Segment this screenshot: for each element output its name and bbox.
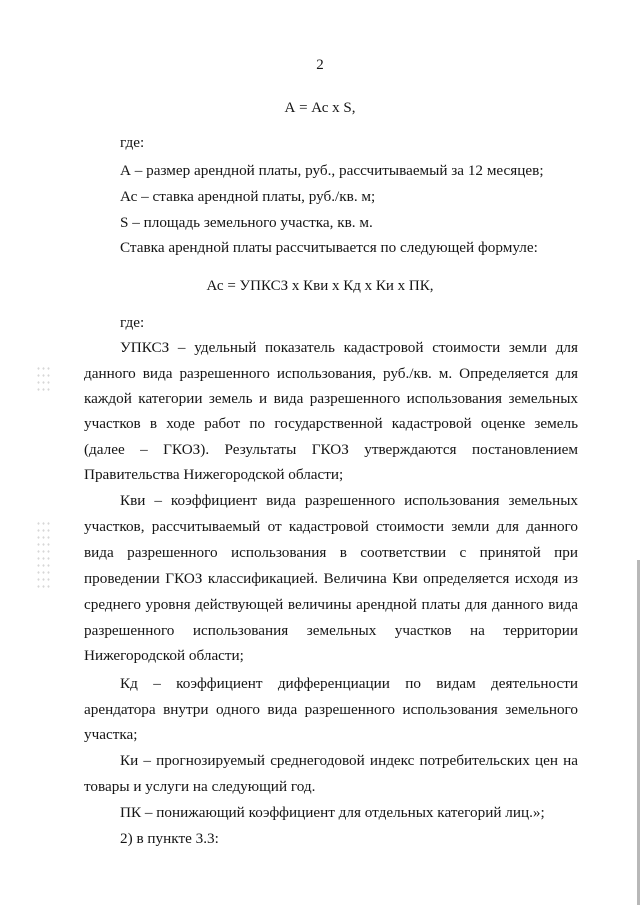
formula-rent: А = Ас х S,: [284, 100, 356, 116]
paragraph-upksz-line: участков в ходе работ по государственной кадастровой оценке земель: [84, 415, 578, 432]
paragraph-kd-line: участка;: [84, 726, 138, 743]
paragraph-upksz-line: (далее – ГКОЗ). Результаты ГКОЗ утверждаются постановлением: [84, 441, 578, 458]
paragraph-pk: ПК – понижающий коэффициент для отдельных категорий лиц.»;: [120, 804, 545, 821]
paragraph-kvi-line: вида разрешенного использования в соответствии с принятой при: [84, 544, 578, 561]
where-label-2: где:: [120, 314, 145, 331]
paragraph-upksz-line: каждой категории земель и вида разрешенного использования земельных: [84, 390, 578, 407]
formula-rate: Ас = УПКСЗ х Кви х Кд х Ки х ПК,: [206, 278, 434, 294]
definition-ac: Ас – ставка арендной платы, руб./кв. м;: [120, 188, 376, 205]
paragraph-kvi-line: Кви – коэффициент вида разрешенного использования земельных: [120, 492, 578, 509]
scan-noise: [36, 520, 50, 590]
where-label: где:: [120, 134, 145, 151]
paragraph-ki-line: Ки – прогнозируемый среднегодовой индекс потребительских цен на: [120, 752, 578, 769]
paragraph-upksz-line: УПКСЗ – удельный показатель кадастровой стоимости земли для: [120, 339, 578, 356]
paragraph-kvi-line: участков, рассчитываемый от кадастровой стоимости земли для данного: [84, 518, 578, 535]
list-item-2: 2) в пункте 3.3:: [120, 830, 219, 847]
page-number: 2: [316, 57, 324, 73]
paragraph-upksz-line: Правительства Нижегородской области;: [84, 466, 344, 483]
definition-a: А – размер арендной платы, руб., рассчитываемый за 12 месяцев;: [120, 162, 544, 179]
paragraph-kd-line: арендатора внутри одного вида разрешенного использования земельного: [84, 701, 578, 718]
definition-s: S – площадь земельного участка, кв. м.: [120, 214, 373, 231]
scan-noise: [36, 365, 50, 395]
rate-intro: Ставка арендной платы рассчитывается по следующей формуле:: [120, 239, 538, 256]
paragraph-kvi-line: Нижегородской области;: [84, 647, 244, 664]
paragraph-kd-line: Кд – коэффициент дифференциации по видам деятельности: [120, 675, 578, 692]
paragraph-kvi-line: проведении ГКОЗ классификацией. Величина Кви определяется исходя из: [84, 570, 578, 587]
paragraph-kvi-line: разрешенного использования земельных участков на территории: [84, 622, 578, 639]
paragraph-upksz-line: данного вида разрешенного использования, руб./кв. м. Определяется для: [84, 365, 578, 382]
paragraph-kvi-line: среднего уровня действующей величины арендной платы для данного вида: [84, 596, 578, 613]
paragraph-ki-line: товары и услуги на следующий год.: [84, 778, 316, 795]
